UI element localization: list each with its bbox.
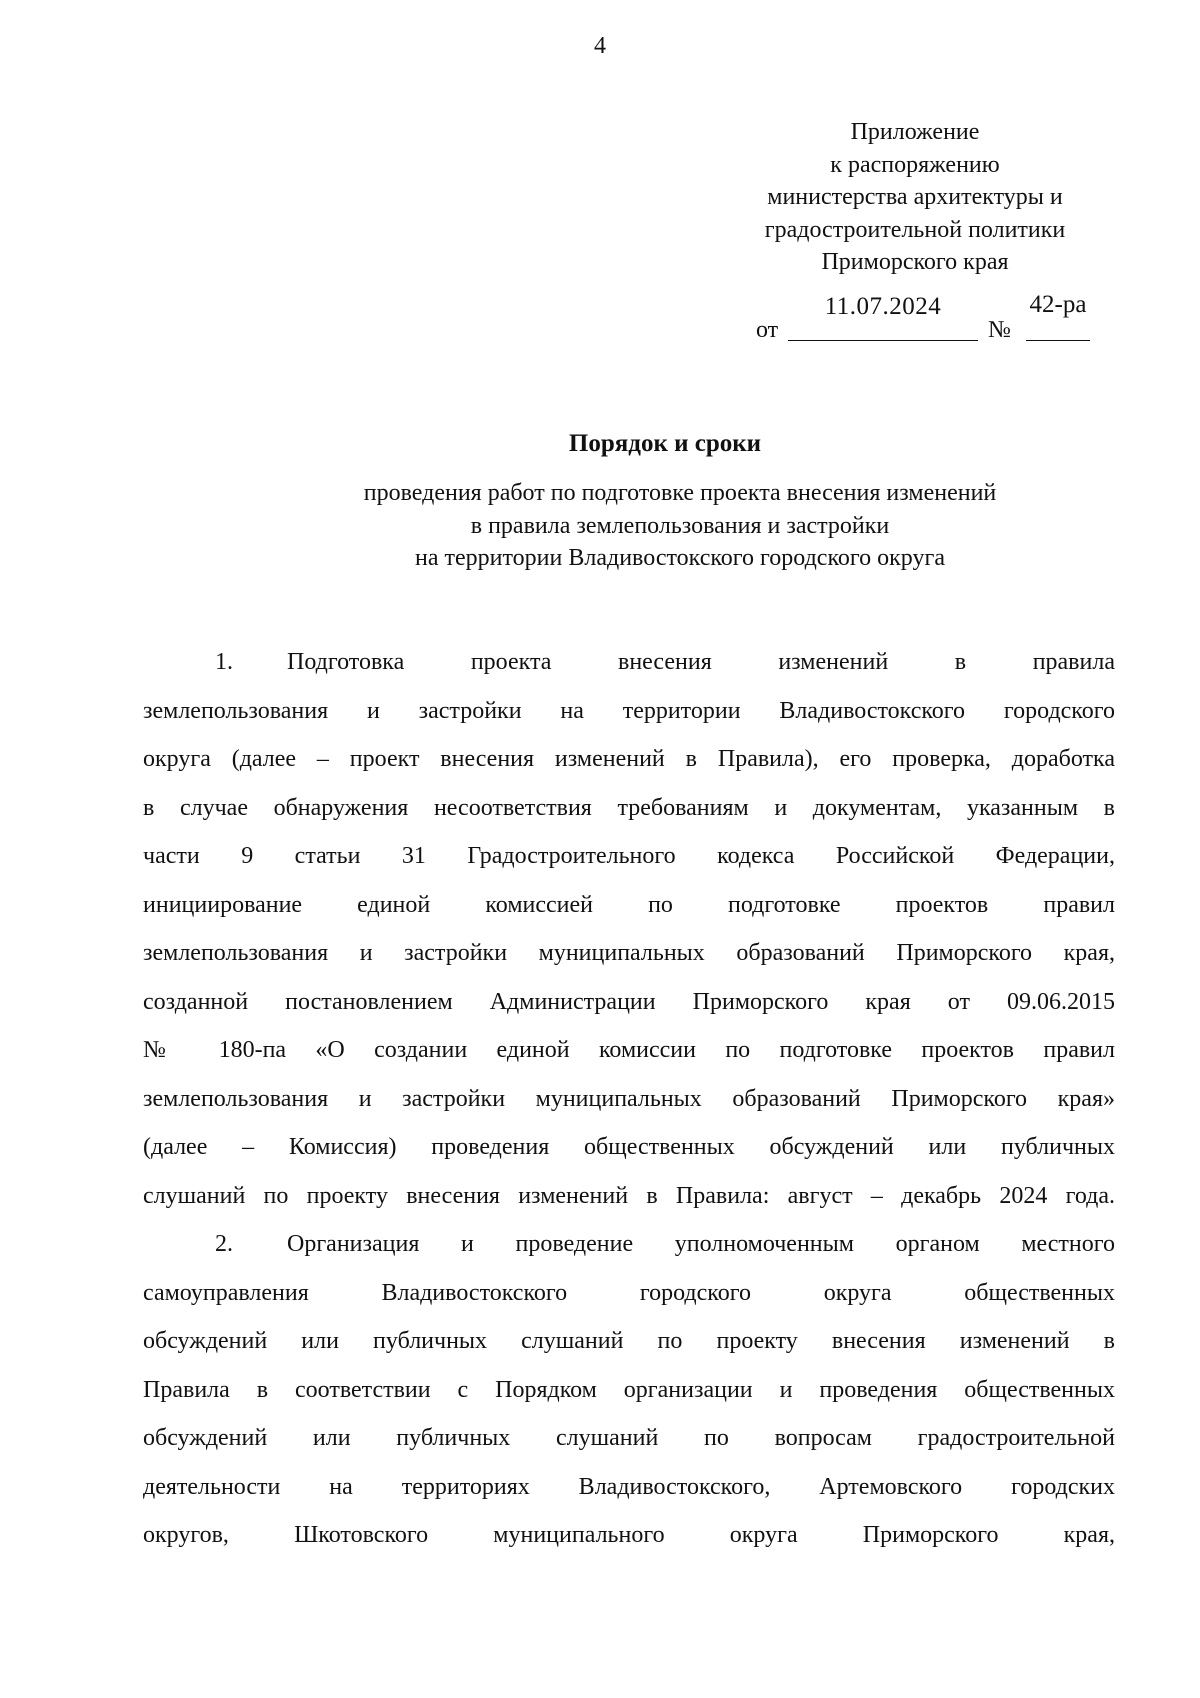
paragraph-line: созданной постановлением Администрации Приморского края от 09.06.2015 <box>143 988 1115 1015</box>
paragraph-1 <box>143 638 1115 1220</box>
paragraph-line: части 9 статьи 31 Градостроительного кодекса Российской Федерации, <box>143 843 1115 869</box>
date-number-row <box>756 292 1090 348</box>
paragraph-2 <box>143 1220 1115 1560</box>
paragraph-line: округов, Шкотовского муниципального округа Приморского края, <box>143 1522 1115 1548</box>
paragraph-line: в случае обнаружения несоответствия требованиям и документам, указанным в <box>143 794 1115 821</box>
appendix-header <box>745 116 1085 279</box>
paragraph-line <box>143 638 1115 687</box>
paragraph-line <box>143 1220 1115 1269</box>
appendix-line: градостроительной политики <box>764 216 1066 243</box>
subtitle-line: проведения работ по подготовке проекта внесения изменений <box>363 480 997 506</box>
paragraph-line: Правила в соответствии с Порядком организации и проведения общественных <box>143 1376 1115 1403</box>
appendix-line: Приложение <box>850 119 980 145</box>
paragraph-line: землепользования и застройки муниципальных образований Приморского края» <box>143 1085 1115 1112</box>
paragraph-line: № 180-па «О создании единой комиссии по подготовке проектов правил <box>143 1037 1115 1063</box>
paragraph-number: 1. <box>215 649 233 675</box>
subtitle-line: на территории Владивостокского городского округа <box>415 545 945 571</box>
paragraph-line: округа (далее – проект внесения изменений в Правила), его проверка, доработка <box>143 746 1115 772</box>
number-label: № <box>988 317 1011 343</box>
number-underline <box>1026 340 1090 341</box>
appendix-line: к распоряжению <box>830 151 1000 178</box>
document-number: 42-ра <box>1029 291 1087 318</box>
paragraph-line: землепользования и застройки на территории Владивостокского городского <box>143 697 1115 724</box>
body-text <box>143 638 1115 1560</box>
document-date: 11.07.2024 <box>824 293 942 320</box>
paragraph-line: деятельности на территориях Владивостокского, Артемовского городских <box>143 1473 1115 1500</box>
from-label: от <box>756 317 779 343</box>
paragraph-line: (далее – Комиссия) проведения общественных обсуждений или публичных <box>143 1134 1115 1160</box>
page-number: 4 <box>594 33 606 59</box>
paragraph-line: обсуждений или публичных слушаний по вопросам градостроительной <box>143 1425 1115 1451</box>
document-title: Порядок и сроки <box>568 430 762 457</box>
appendix-line: Приморского края <box>821 249 1009 275</box>
paragraph-line: слушаний по проекту внесения изменений в Правила: август – декабрь 2024 года. <box>143 1182 1115 1209</box>
paragraph-line: инициирование единой комиссией по подготовке проектов правил <box>143 891 1115 918</box>
document-subtitle <box>290 477 1070 575</box>
date-underline <box>788 340 978 341</box>
paragraph-line-text: Организация и проведение уполномоченным органом местного <box>287 1231 1115 1257</box>
paragraph-line: самоуправления Владивостокского городского округа общественных <box>143 1279 1115 1306</box>
paragraph-line-text: Подготовка проекта внесения изменений в правила <box>287 649 1115 675</box>
paragraph-line: землепользования и застройки муниципальных образований Приморского края, <box>143 940 1115 966</box>
paragraph-line: обсуждений или публичных слушаний по проекту внесения изменений в <box>143 1328 1115 1354</box>
appendix-line: министерства архитектуры и <box>767 184 1063 210</box>
subtitle-line: в правила землепользования и застройки <box>470 512 890 539</box>
paragraph-number: 2. <box>215 1231 233 1257</box>
